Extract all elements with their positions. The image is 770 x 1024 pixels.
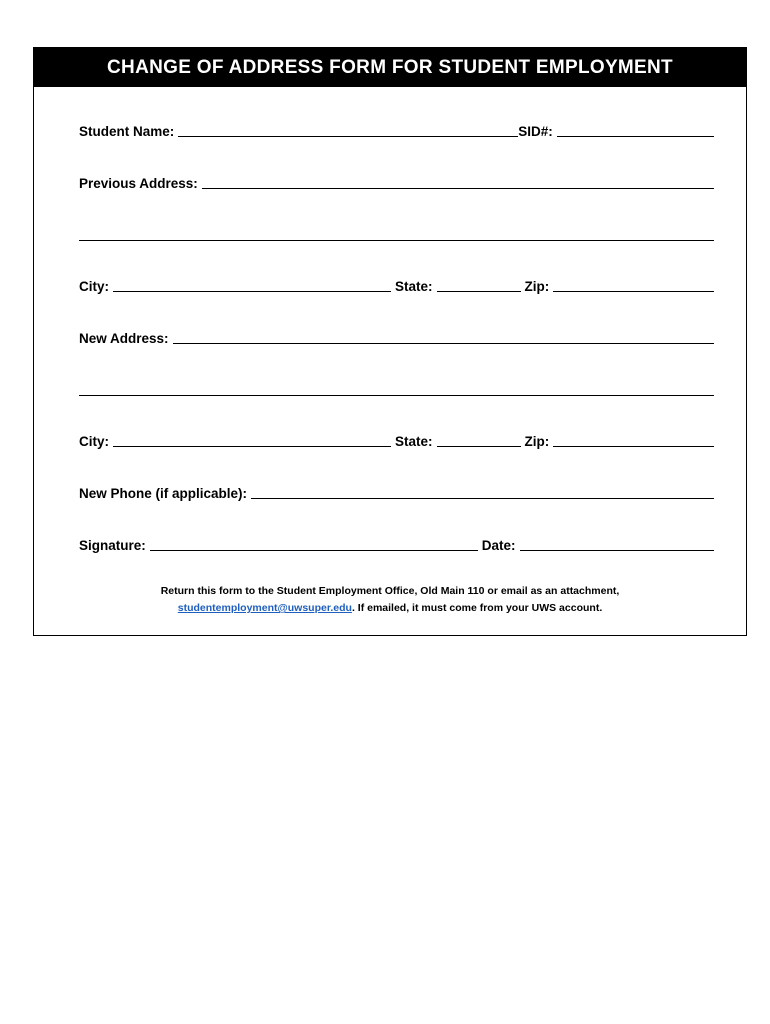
new-state-label: State:	[395, 434, 433, 449]
previous-state-label: State:	[395, 279, 433, 294]
new-city-label: City:	[79, 434, 109, 449]
previous-city-label: City:	[79, 279, 109, 294]
sid-label: SID#:	[518, 124, 553, 139]
student-name-field[interactable]	[178, 135, 518, 137]
email-link[interactable]: studentemployment@uwsuper.edu	[177, 602, 352, 614]
return-instructions	[34, 583, 746, 617]
form-title: CHANGE OF ADDRESS FORM FOR STUDENT EMPLOYMENT	[34, 48, 746, 87]
email-requirement-text: . If emailed, it must come from your UWS account.	[351, 602, 603, 614]
signature-row	[79, 536, 714, 554]
new-state-field[interactable]	[437, 445, 521, 447]
new-phone-field[interactable]	[251, 497, 714, 499]
previous-city-row	[79, 277, 714, 295]
return-instructions-line-2	[34, 600, 746, 617]
previous-city-field[interactable]	[113, 290, 391, 292]
change-of-address-form	[33, 47, 747, 636]
previous-address-line-2[interactable]	[79, 240, 714, 241]
date-label: Date:	[481, 538, 516, 553]
student-name-row	[79, 122, 714, 140]
previous-address-label: Previous Address:	[79, 176, 198, 191]
new-address-label: New Address:	[79, 331, 169, 346]
new-address-line-2[interactable]	[79, 395, 714, 396]
new-phone-row	[79, 484, 714, 502]
new-address-row	[79, 329, 714, 347]
new-address-field[interactable]	[173, 342, 714, 344]
new-zip-field[interactable]	[553, 445, 714, 447]
previous-zip-field[interactable]	[553, 290, 714, 292]
previous-address-row	[79, 174, 714, 192]
signature-label: Signature:	[79, 538, 146, 553]
new-zip-label: Zip:	[524, 434, 550, 449]
new-city-row	[79, 432, 714, 450]
previous-zip-label: Zip:	[524, 279, 550, 294]
date-field[interactable]	[520, 549, 714, 551]
new-phone-label: New Phone (if applicable):	[79, 486, 248, 501]
student-name-label: Student Name:	[79, 124, 175, 139]
return-instructions-line-1: Return this form to the Student Employment Office, Old Main 110 or email as an attachment,	[160, 585, 620, 597]
previous-state-field[interactable]	[437, 290, 521, 292]
sid-field[interactable]	[557, 135, 714, 137]
new-city-field[interactable]	[113, 445, 391, 447]
previous-address-field[interactable]	[202, 187, 714, 189]
signature-field[interactable]	[150, 549, 478, 551]
